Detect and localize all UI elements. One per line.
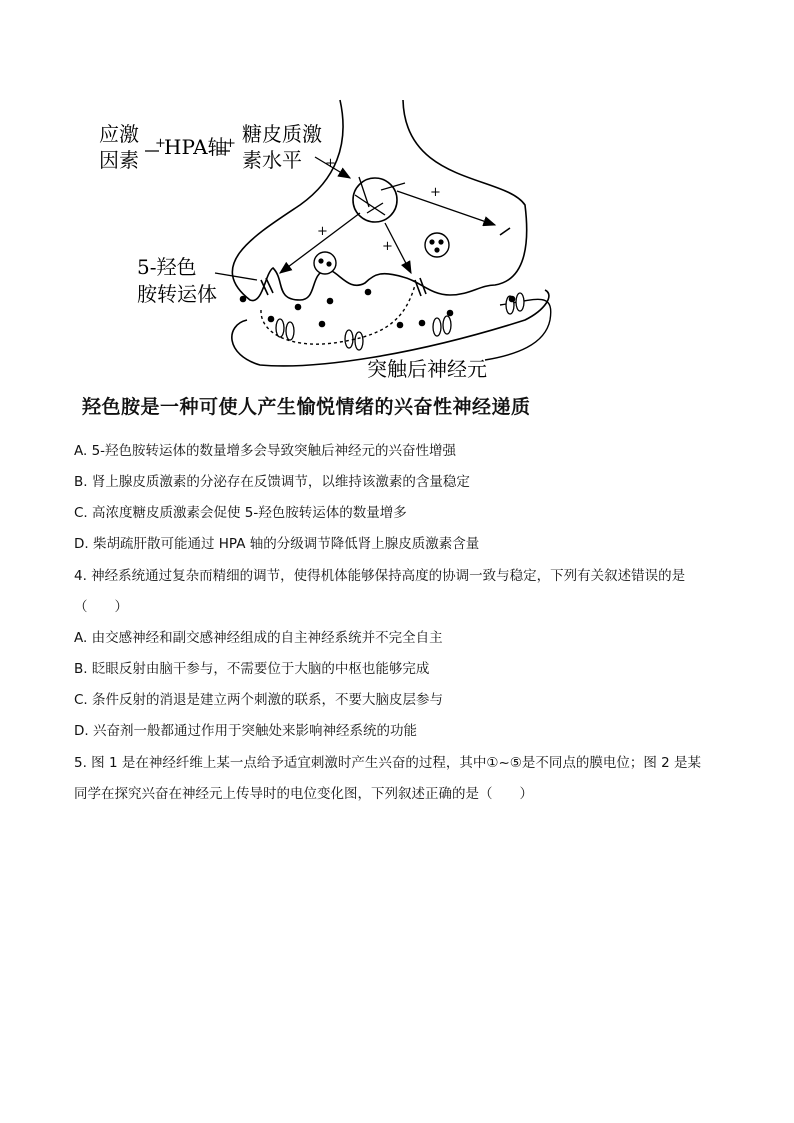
label-hpa-axis: HPA轴 [164,135,228,159]
plus-sign: + [430,185,441,200]
label-postsynaptic-neuron: 突触后神经元 [367,357,487,381]
q4-option-d: D. 兴奋剂一般都通过作用于突触处来影响神经系统的功能 [74,723,417,739]
figure-caption: 羟色胺是一种可使人产生愉悦情绪的兴奋性神经递质 [82,396,531,418]
q4-stem: 4. 神经系统通过复杂而精细的调节，使得机体能够保持高度的协调一致与稳定，下列有关叙述错误的是 [74,568,686,584]
plus-sign: + [325,156,336,171]
synapse-figure [85,95,645,425]
cortisol-receptor [353,178,397,222]
label-stimulus-line2: 因素 [99,148,139,172]
q3-option-b: B. 肾上腺皮质激素的分泌存在反馈调节，以维持该激素的含量稳定 [74,474,470,490]
label-stimulus-line1: 应激 [99,122,139,146]
plus-sign: + [382,239,393,254]
label-transporter-line2: 胺转运体 [137,282,217,306]
plus-sign: + [317,224,328,239]
plus-sign: + [155,136,166,151]
label-cortisol-line1: 糖皮质激 [242,122,322,146]
q3-option-c: C. 高浓度糖皮质激素会促使 5-羟色胺转运体的数量增多 [74,505,407,521]
q4-option-c: C. 条件反射的消退是建立两个刺激的联系，不要大脑皮层参与 [74,692,444,708]
q3-option-d: D. 柴胡疏肝散可能通过 HPA 轴的分级调节降低肾上腺皮质激素含量 [74,536,480,552]
q4-option-a: A. 由交感神经和副交感神经组成的自主神经系统并不完全自主 [74,630,443,646]
q5-stem-line1: 5. 图 1 是在神经纤维上某一点给予适宜刺激时产生兴奋的过程，其中①~⑤是不同点的膜电位；图 2 是某 [74,755,702,771]
label-transporter-line1: 5-羟色 [137,255,197,279]
q4-answer-blank: （ ） [74,599,128,615]
postsynaptic-receptors [276,293,524,350]
q3-option-a: A. 5-羟色胺转运体的数量增多会导致突触后神经元的兴奋性增强 [74,443,457,459]
q5-stem-line2: 同学在探究兴奋在神经元上传导时的电位变化图，下列叙述正确的是（ ） [74,786,533,802]
q4-option-b: B. 眨眼反射由脑干参与，不需要位于大脑的中枢也能够完成 [74,661,430,677]
label-cortisol-line2: 素水平 [242,148,302,172]
plus-sign: + [225,136,236,151]
